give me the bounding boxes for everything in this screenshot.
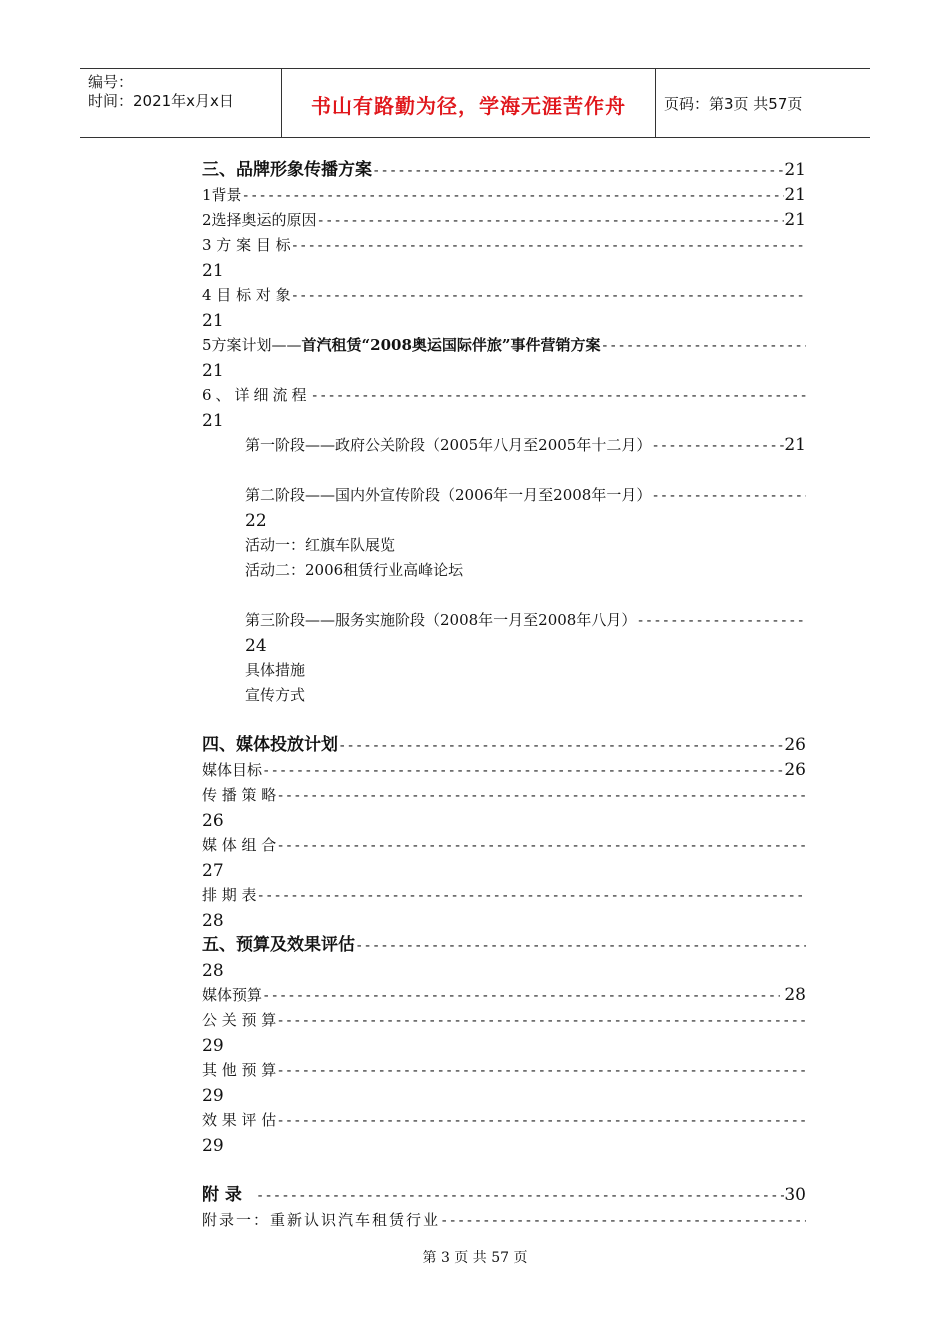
toc-entry	[202, 1108, 806, 1158]
table-of-contents	[202, 158, 806, 1233]
header-right-cell	[655, 69, 870, 137]
toc-leader	[262, 984, 780, 1009]
toc-page: 29	[202, 1036, 224, 1056]
toc-title	[202, 333, 601, 358]
toc-title: 具体措施	[245, 661, 306, 679]
toc-page: 21	[202, 411, 224, 431]
toc-entry	[202, 783, 806, 833]
toc-page: 28	[202, 961, 224, 981]
toc-entry	[202, 533, 806, 558]
toc-page: 26	[784, 735, 806, 755]
toc-page: 26	[202, 811, 224, 831]
toc-entry	[202, 1008, 806, 1058]
toc-title: 公 关 预 算	[202, 1011, 277, 1029]
number-label: 编号：	[88, 73, 134, 91]
toc-leader	[317, 209, 785, 234]
toc-page: 29	[202, 1086, 224, 1106]
toc-leader	[355, 934, 806, 959]
toc-page: 21	[202, 361, 224, 381]
toc-entry-section5	[202, 933, 806, 983]
toc-leader	[276, 784, 806, 809]
spacer	[202, 1158, 806, 1183]
toc-page: 30	[784, 1185, 806, 1205]
toc-leader	[276, 1109, 806, 1134]
toc-title: 三、品牌形象传播方案	[202, 160, 372, 180]
toc-entry-section4	[202, 733, 806, 758]
toc-title: 五、预算及效果评估	[202, 935, 355, 955]
toc-entry	[202, 1208, 806, 1233]
spacer	[202, 708, 806, 733]
toc-entry	[202, 183, 806, 208]
page-footer: 第 3 页 共 57 页	[422, 1250, 528, 1266]
toc-leader	[262, 759, 784, 784]
toc-page: 27	[202, 861, 224, 881]
toc-page: 21	[784, 160, 806, 180]
toc-page: 21	[784, 435, 806, 455]
toc-entry	[202, 558, 806, 583]
toc-title: 第二阶段——国内外宣传阶段（2006年一月至2008年一月）	[245, 486, 652, 504]
toc-leader	[276, 1059, 806, 1084]
toc-entry	[202, 433, 806, 458]
toc-leader	[257, 884, 806, 909]
header-center-cell	[281, 69, 656, 137]
toc-entry	[202, 608, 806, 658]
toc-entry	[202, 758, 806, 783]
toc-title: 媒体目标	[202, 761, 263, 779]
toc-title: 第一阶段——政府公关阶段（2005年八月至2005年十二月）	[245, 436, 652, 454]
toc-title: 排 期 表	[202, 886, 257, 904]
spacer	[202, 583, 806, 608]
date-label: 时间：2021年x月x日	[88, 92, 234, 110]
toc-entry	[202, 883, 806, 933]
toc-title: 活动一：红旗车队展览	[245, 536, 396, 554]
toc-title-bold: 首汽租赁“2008奥运国际伴旅”事件营销方案	[301, 336, 601, 354]
toc-leader	[651, 484, 806, 509]
toc-entry	[202, 233, 806, 283]
toc-entry	[202, 1058, 806, 1108]
toc-entry	[202, 283, 806, 333]
toc-page: 29	[202, 1136, 224, 1156]
toc-leader	[311, 384, 806, 409]
toc-leader	[651, 434, 784, 459]
toc-leader	[242, 184, 785, 209]
toc-title: 四、媒体投放计划	[202, 735, 338, 755]
page-header	[80, 68, 870, 138]
toc-entry	[202, 333, 806, 383]
toc-leader	[440, 1209, 806, 1234]
toc-leader	[276, 1009, 806, 1034]
toc-entry-section3	[202, 158, 806, 183]
header-page-info: 页码：第3页 共57页	[664, 95, 803, 113]
toc-page: 28	[784, 985, 806, 1005]
toc-entry	[202, 658, 806, 683]
toc-page: 21	[202, 261, 224, 281]
toc-entry	[202, 383, 806, 433]
toc-title-prefix: 5方案计划——	[202, 336, 302, 354]
toc-entry	[202, 833, 806, 883]
motto: 书山有路勤为径，学海无涯苦作舟	[311, 94, 626, 118]
toc-page: 22	[245, 511, 267, 531]
toc-leader	[636, 609, 806, 634]
toc-page: 24	[245, 636, 267, 656]
toc-entry	[202, 208, 806, 233]
toc-page: 21	[202, 311, 224, 331]
toc-leader	[276, 834, 806, 859]
toc-title: 媒体预算	[202, 986, 263, 1004]
toc-title: 效 果 评 估	[202, 1111, 277, 1129]
header-left-cell	[80, 69, 281, 137]
toc-page: 26	[784, 760, 806, 780]
toc-title: 附 录	[202, 1185, 242, 1205]
toc-title: 1背景	[202, 186, 242, 204]
toc-title: 6、详细流程	[202, 386, 311, 404]
toc-entry	[202, 483, 806, 533]
toc-leader	[256, 1184, 784, 1209]
toc-title: 其 他 预 算	[202, 1061, 277, 1079]
toc-leader	[291, 284, 806, 309]
toc-title: 传 播 策 略	[202, 786, 277, 804]
toc-entry	[202, 983, 806, 1008]
toc-leader	[601, 334, 806, 359]
toc-title: 媒 体 组 合	[202, 836, 277, 854]
toc-leader	[291, 234, 806, 259]
toc-title: 4 目 标 对 象	[202, 286, 291, 304]
toc-title: 附录一：重新认识汽车租赁行业	[202, 1211, 441, 1229]
toc-entry	[202, 683, 806, 708]
toc-title: 3 方 案 目 标	[202, 236, 291, 254]
toc-title: 2选择奥运的原因	[202, 211, 317, 229]
spacer	[202, 458, 806, 483]
toc-title: 活动二：2006租赁行业高峰论坛	[245, 561, 464, 579]
toc-page: 21	[784, 185, 806, 205]
toc-entry-appendix	[202, 1183, 806, 1208]
toc-leader	[372, 159, 784, 184]
toc-page: 21	[784, 210, 806, 230]
toc-title: 第三阶段——服务实施阶段（2008年一月至2008年八月）	[245, 611, 637, 629]
toc-title: 宣传方式	[245, 686, 306, 704]
toc-leader	[338, 734, 784, 759]
toc-page: 28	[202, 911, 224, 931]
